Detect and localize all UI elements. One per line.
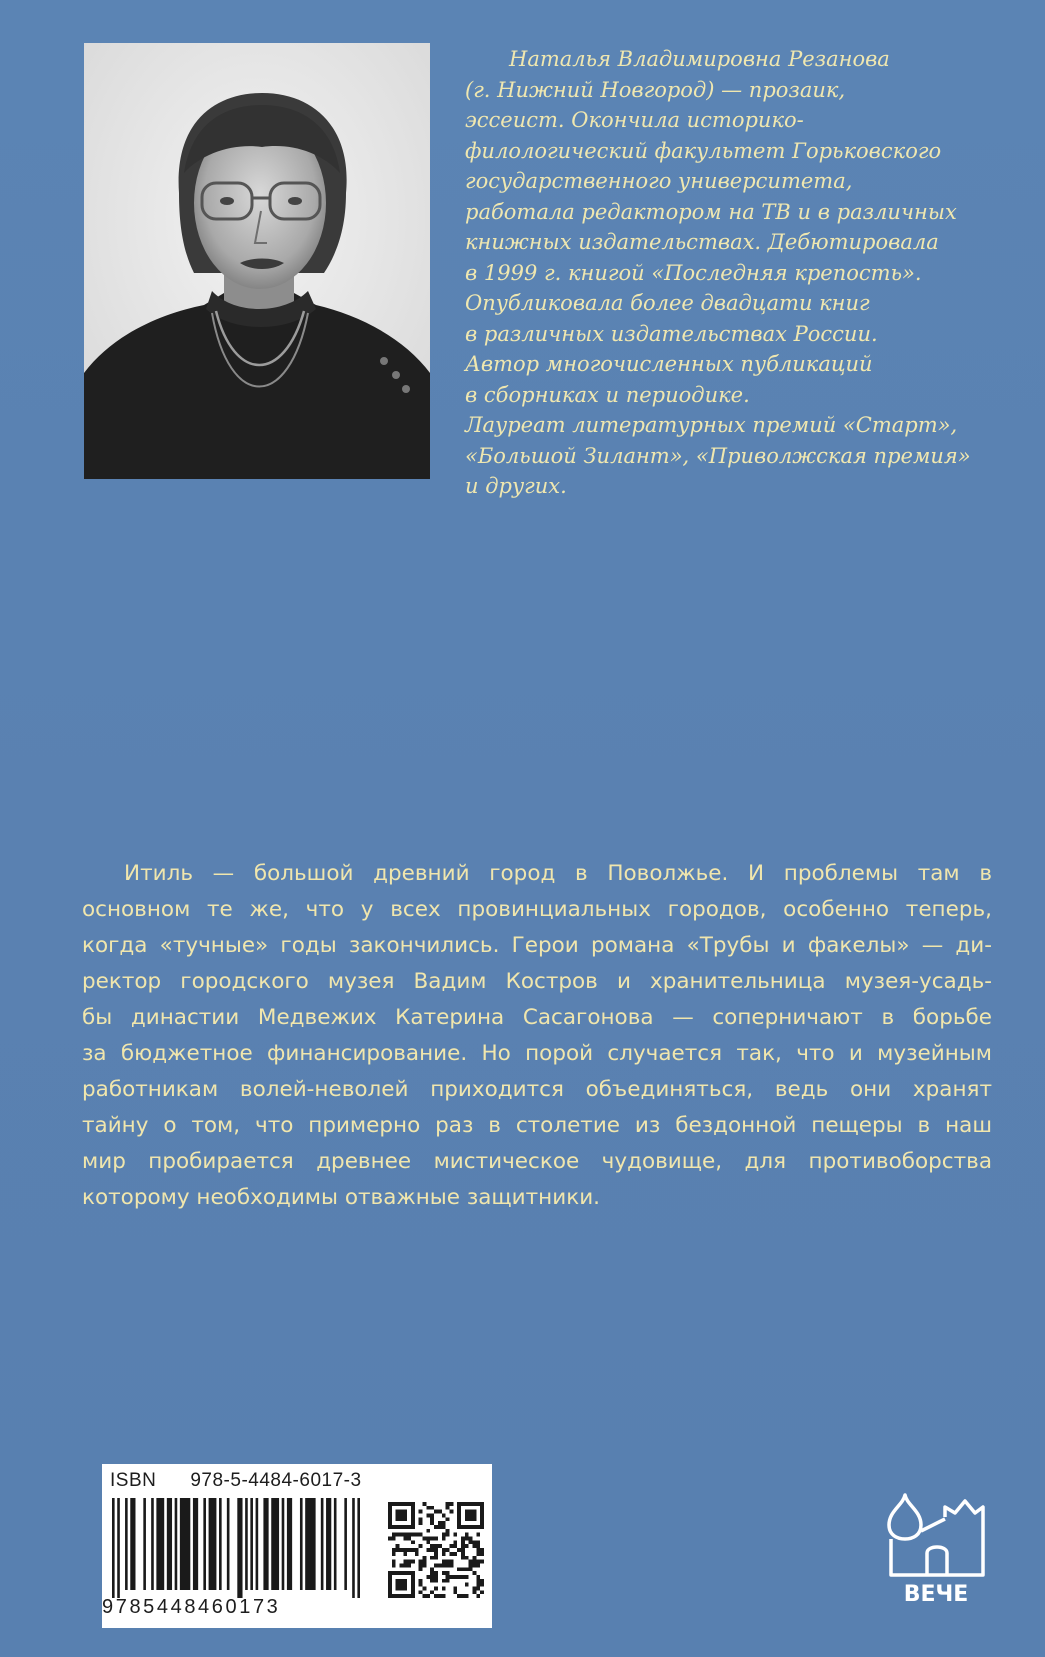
qr-module [469,1563,473,1567]
qr-module [423,1537,427,1541]
barcode-bar [282,1498,285,1590]
qr-module [434,1548,438,1552]
qr-module [449,1552,453,1556]
annotation-line: за бюджетное финансирование. Но порой случается так, что и музейным [82,1041,992,1066]
qr-module [442,1579,446,1583]
qr-module [396,1544,400,1548]
bio-line: Опубликовала более двадцати книг [465,291,870,315]
qr-module [434,1525,438,1529]
barcode-bar [305,1498,315,1590]
qr-module [465,1510,477,1522]
qr-module [434,1579,438,1583]
qr-module [449,1510,453,1514]
qr-module [461,1544,465,1548]
barcode-bar [130,1498,135,1590]
barcode-bar [245,1498,248,1590]
qr-module [480,1583,484,1587]
qr-module [396,1579,408,1591]
annotation-line: которому необходимы отважные защитники. [82,1185,601,1210]
qr-module [419,1510,423,1514]
barcode-bar [300,1498,303,1590]
bio-line: «Большой Зилант», «Приволжская премия» [465,443,971,468]
barcode-bar [237,1498,242,1598]
qr-module [411,1548,415,1552]
qr-module [480,1548,484,1552]
qr-module [442,1560,446,1564]
qr-module [434,1575,438,1579]
qr-module [423,1563,427,1567]
qr-module [449,1563,453,1567]
qr-module [411,1560,415,1564]
barcode-bar [180,1498,190,1590]
qr-module [430,1579,434,1583]
qr-module [400,1548,404,1552]
qr-module [426,1506,430,1510]
qr-module [442,1537,446,1541]
qr-module [446,1529,450,1533]
qr-module [446,1575,450,1579]
qr-module [465,1567,469,1571]
qr-module [453,1552,457,1556]
qr-module [434,1556,438,1560]
qr-module [426,1575,430,1579]
qr-module [419,1521,423,1525]
qr-module [469,1560,473,1564]
qr-module [461,1594,465,1598]
bio-line: в сборниках и периодике. [465,382,750,407]
barcode-bar [143,1498,146,1590]
barcode-bar [219,1498,222,1590]
qr-module [423,1502,427,1506]
qr-module [442,1514,446,1518]
qr-module [434,1571,438,1575]
qr-code-image [388,1502,484,1598]
qr-module [419,1579,423,1583]
qr-module [461,1575,465,1579]
qr-module [465,1575,469,1579]
qr-module [392,1552,396,1556]
isbn-label: ISBN [110,1470,157,1491]
qr-module [419,1567,423,1571]
qr-module [449,1502,453,1506]
qr-module [476,1533,480,1537]
qr-module [446,1579,450,1583]
qr-module [419,1560,423,1564]
qr-module [446,1502,450,1506]
qr-module [434,1510,438,1514]
qr-module [430,1517,434,1521]
qr-module [465,1583,469,1587]
qr-module [438,1544,442,1548]
author-bio [465,44,1025,502]
qr-module [407,1537,411,1541]
qr-module [426,1540,430,1544]
qr-module [461,1548,465,1552]
bio-line: Лауреат литературных премий «Старт», [465,413,958,437]
barcode-bar [125,1498,128,1590]
qr-module [476,1563,480,1567]
qr-module [472,1540,476,1544]
qr-module [465,1537,469,1541]
qr-module [388,1537,392,1541]
qr-module [472,1560,476,1564]
qr-module [472,1556,476,1560]
qr-module [403,1563,407,1567]
bio-line: Автор многочисленных публикаций [465,352,873,376]
qr-module [419,1583,423,1587]
qr-module [446,1517,450,1521]
qr-module [423,1586,427,1590]
qr-module [480,1579,484,1583]
qr-module [434,1552,438,1556]
bio-line: и других. [465,474,567,498]
qr-module [419,1563,423,1567]
qr-module [469,1537,473,1541]
bio-line: в различных издательствах России. [465,321,878,346]
qr-module [480,1590,484,1594]
qr-module [407,1560,411,1564]
annotation-line: когда «тучные» годы закончились. Герои романа «Трубы и факелы» — ди- [82,933,992,958]
annotation-line: мир пробирается древнее мистическое чудовище, для противоборства [82,1149,992,1174]
qr-module [442,1594,446,1598]
barcode-bar [256,1498,259,1590]
bio-line: эссеист. Окончила историко- [465,108,804,132]
isbn-number: 978-5-4484-6017-3 [190,1470,362,1491]
qr-code [388,1502,484,1598]
veche-logo-icon [883,1487,989,1609]
qr-module [476,1552,480,1556]
isbn-label-row [110,1470,362,1492]
qr-module [419,1533,423,1537]
qr-module [442,1552,446,1556]
qr-module [472,1571,476,1575]
bio-line: в 1999 г. книгой «Последняя крепость». [465,260,922,285]
qr-module [465,1533,469,1537]
qr-module [480,1560,484,1564]
qr-module [423,1594,427,1598]
bio-line: государственного университета, [465,169,853,193]
qr-module [457,1575,461,1579]
annotation-line: работникам волей-неволей приходится объединяться, ведь они хранят [82,1077,992,1102]
qr-module [461,1567,465,1571]
isbn-barcode-box [102,1464,492,1628]
qr-module [392,1563,396,1567]
qr-module [472,1590,476,1594]
qr-module [453,1590,457,1594]
qr-module [461,1540,465,1544]
qr-module [438,1525,442,1529]
qr-module [465,1556,469,1560]
qr-module [430,1537,434,1541]
barcode-bar [250,1498,253,1590]
qr-module [403,1533,407,1537]
qr-module [419,1517,423,1521]
barcode-bar [334,1498,337,1590]
bio-line: Наталья Владимировна Резанова [509,47,890,71]
qr-module [392,1537,396,1541]
barcode-bar [193,1498,198,1590]
qr-module [446,1506,450,1510]
qr-module [426,1594,430,1598]
qr-module [411,1540,415,1544]
qr-module [407,1533,411,1537]
qr-module [476,1586,480,1590]
qr-module [392,1533,396,1537]
qr-module [426,1529,430,1533]
logo-text: ВЕЧЕ [903,1582,969,1607]
qr-module [442,1571,446,1575]
qr-module [446,1533,450,1537]
qr-module [407,1548,411,1552]
qr-module [434,1544,438,1548]
qr-module [400,1563,404,1567]
barcode-bar [203,1498,206,1590]
qr-module [434,1594,438,1598]
qr-module [449,1560,453,1564]
qr-module [476,1594,480,1598]
qr-module [396,1548,400,1552]
qr-module [403,1548,407,1552]
qr-module [442,1525,446,1529]
qr-module [392,1548,396,1552]
qr-module [453,1533,457,1537]
qr-module [457,1594,461,1598]
qr-module [403,1537,407,1541]
barcode-bar [227,1498,230,1590]
qr-module [426,1548,430,1552]
qr-module [476,1579,480,1583]
qr-module [438,1510,442,1514]
barcode-bar [209,1498,217,1590]
annotation-line: тайну о том, что примерно раз в столетие из бездонной пещеры в наш [82,1113,992,1138]
qr-module [438,1563,442,1567]
qr-module [476,1583,480,1587]
qr-module [442,1521,446,1525]
qr-module [469,1540,473,1544]
qr-module [442,1586,446,1590]
qr-module [465,1544,469,1548]
author-portrait-image [84,43,430,479]
bio-line: (г. Нижний Новгород) — прозаик, [465,77,846,102]
qr-module [442,1533,446,1537]
qr-module [392,1560,396,1564]
qr-module [453,1544,457,1548]
barcode-bar [156,1498,164,1590]
qr-module [411,1533,415,1537]
qr-module [423,1560,427,1564]
barcode-bar [287,1498,292,1590]
qr-module [430,1514,434,1518]
qr-module [419,1544,423,1548]
qr-module [446,1571,450,1575]
qr-module [434,1563,438,1567]
qr-module [469,1567,473,1571]
qr-module [472,1563,476,1567]
qr-module [430,1567,434,1571]
qr-module [461,1556,465,1560]
qr-module [438,1521,442,1525]
qr-module [430,1521,434,1525]
qr-module [419,1590,423,1594]
qr-module [430,1506,434,1510]
barcode-bar [167,1498,172,1590]
barcode-bar [357,1498,360,1598]
bio-line: книжных издательствах. Дебютировала [465,230,939,254]
annotation-line: ректор городского музея Вадим Костров и хранительница музея-усадь- [82,969,992,994]
book-annotation [82,856,992,1216]
qr-module [434,1586,438,1590]
annotation-line: Итиль — большой древний город в Поволжье. И проблемы там в [124,861,992,886]
barcode-bar [352,1498,355,1598]
qr-module [430,1590,434,1594]
qr-module [446,1563,450,1567]
qr-module [476,1544,480,1548]
qr-module [476,1560,480,1564]
qr-module [430,1544,434,1548]
qr-module [446,1560,450,1564]
qr-module [415,1552,419,1556]
qr-module [461,1552,465,1556]
qr-module [403,1560,407,1564]
barcode-bar [151,1498,154,1590]
qr-module [442,1548,446,1552]
qr-module [472,1586,476,1590]
barcode [110,1498,362,1598]
qr-module [449,1575,453,1579]
qr-module [415,1533,419,1537]
qr-module [457,1567,461,1571]
qr-module [476,1575,480,1579]
publisher-logo [883,1487,989,1609]
qr-module [415,1548,419,1552]
qr-module [457,1548,461,1552]
barcode-bar [175,1498,178,1590]
qr-module [461,1537,465,1541]
qr-module [446,1548,450,1552]
qr-module [430,1571,434,1575]
qr-module [449,1544,453,1548]
qr-module [426,1514,430,1518]
qr-module [430,1575,434,1579]
barcode-bar [344,1498,347,1590]
qr-module [430,1556,434,1560]
bio-line: филологический факультет Горьковского [465,138,942,163]
qr-module [465,1594,469,1598]
qr-module [396,1533,400,1537]
qr-module [472,1544,476,1548]
barcode-bar [263,1498,268,1590]
barcode-bar [271,1498,279,1590]
barcode-bar [117,1498,120,1598]
qr-module [426,1537,430,1541]
bio-line: работала редактором на ТВ и в различных [465,199,957,224]
barcode-bar [112,1498,115,1598]
annotation-line: бы династии Медвежих Катерина Сасагонова — соперничают в борьбе [82,1005,992,1030]
qr-module [480,1552,484,1556]
qr-module [453,1586,457,1590]
qr-module [453,1540,457,1544]
qr-module [438,1594,442,1598]
qr-module [476,1548,480,1552]
barcode-digits: 9785448460173 [102,1596,281,1618]
qr-module [423,1556,427,1560]
barcode-bar [321,1498,324,1590]
qr-module [396,1510,408,1522]
qr-module [453,1575,457,1579]
barcode-bar [326,1498,331,1590]
barcode-bars [110,1498,362,1598]
qr-module [430,1548,434,1552]
qr-module [434,1537,438,1541]
qr-module [400,1533,404,1537]
annotation-line: основном те же, что у всех провинциальных городов, особенно теперь, [82,897,992,922]
qr-module [442,1563,446,1567]
author-photo [84,43,430,479]
qr-module [403,1552,407,1556]
qr-module [476,1540,480,1544]
qr-module [407,1563,411,1567]
